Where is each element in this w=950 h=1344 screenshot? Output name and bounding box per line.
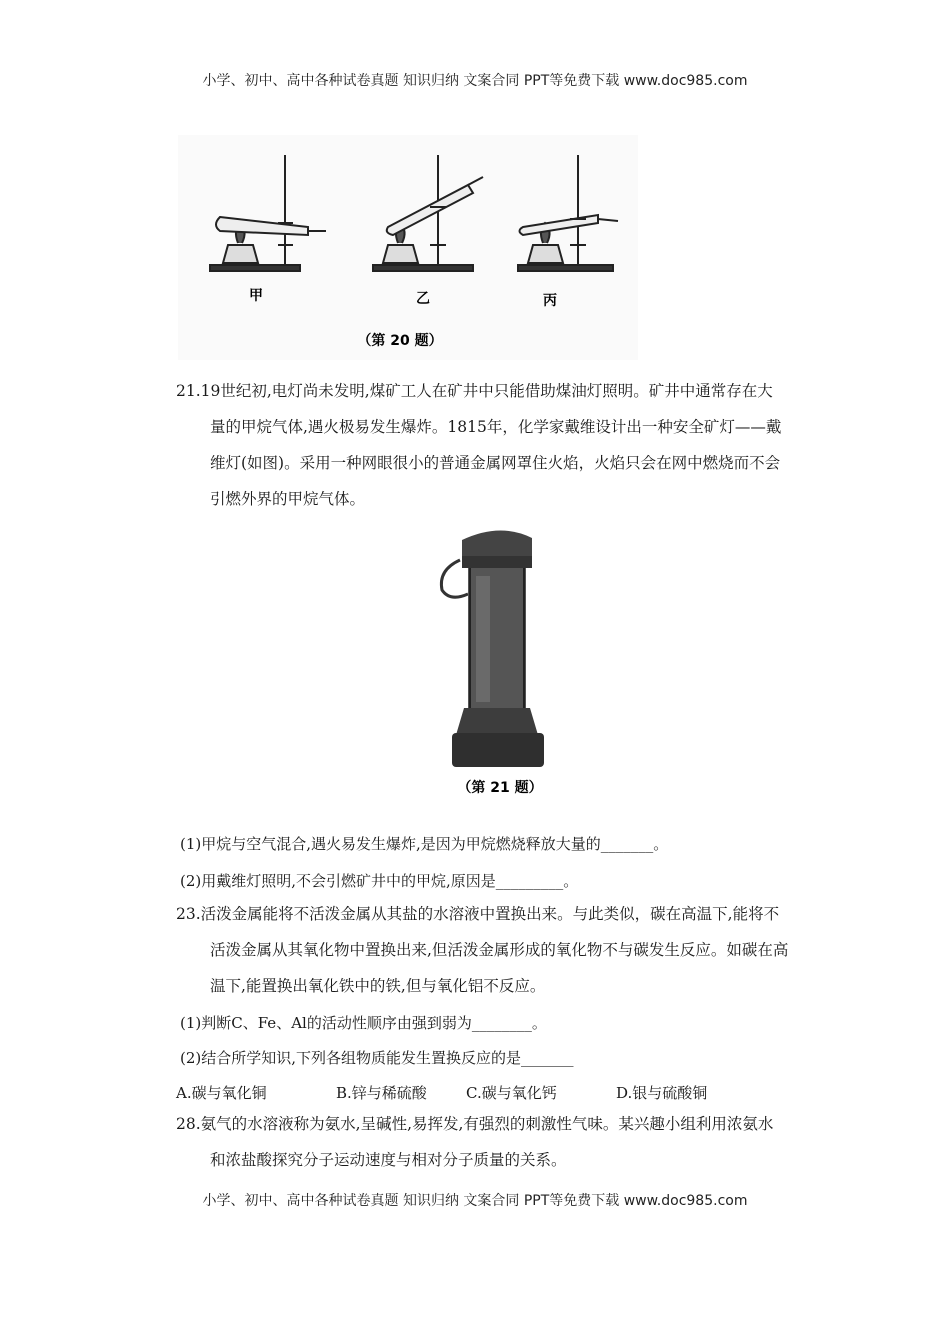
question-21: [176, 373, 816, 517]
q23-option-b: B.锌与稀硫酸: [336, 1084, 427, 1102]
q23-sub-2: (2)结合所学知识,下列各组物质能发生置换反应的是_______: [180, 1049, 574, 1067]
question-28: [176, 1106, 816, 1178]
q28-line-1: 28.氨气的水溶液称为氨水,呈碱性,易挥发,有强烈的刺激性气味。某兴趣小组利用浓氨水: [176, 1115, 774, 1133]
q21-sub-2: (2)用戴维灯照明,不会引燃矿井中的甲烷,原因是_________。: [180, 872, 579, 890]
q21-line-2: 量的甲烷气体,遇火极易发生爆炸。1815年，化学家戴维设计出一种安全矿灯——戴: [210, 418, 782, 436]
q23-line-3: 温下,能置换出氧化铁中的铁,但与氧化铝不反应。: [210, 977, 546, 995]
q21-line-1: 21.19世纪初,电灯尚未发明,煤矿工人在矿井中只能借助煤油灯照明。矿井中通常存在大: [176, 382, 773, 400]
figure20-label-jia: 甲: [249, 288, 263, 304]
q28-line-2: 和浓盐酸探究分子运动速度与相对分子质量的关系。: [210, 1151, 567, 1169]
figure-21-davy-lamp: [420, 520, 580, 805]
q21-line-4: 引燃外界的甲烷气体。: [210, 490, 366, 508]
figure-20-apparatus: [178, 135, 638, 360]
q21-line-3: 维灯(如图)。采用一种网眼很小的普通金属网罩住火焰，火焰只会在网中燃烧而不会: [210, 454, 781, 472]
q23-sub-1: (1)判断C、Fe、Al的活动性顺序由强到弱为________。: [180, 1014, 547, 1032]
q23-options: [176, 1082, 707, 1103]
page-header: 小学、初中、高中各种试卷真题 知识归纳 文案合同 PPT等免费下载 www.doc985.com: [202, 73, 748, 89]
q21-sub-1: (1)甲烷与空气混合,遇火易发生爆炸,是因为甲烷燃烧释放大量的_______。: [180, 835, 669, 853]
q23-option-a: A.碳与氧化铜: [176, 1084, 267, 1102]
figure20-label-bing: 丙: [543, 293, 557, 309]
figure21-caption: （第 21 题）: [457, 780, 543, 796]
q23-option-d: D.银与硫酸铜: [616, 1084, 708, 1102]
page-footer: 小学、初中、高中各种试卷真题 知识归纳 文案合同 PPT等免费下载 www.doc985.com: [202, 1193, 748, 1209]
q23-line-1: 23.活泼金属能将不活泼金属从其盐的水溶液中置换出来。与此类似，碳在高温下,能将不: [176, 905, 780, 923]
q23-option-c: C.碳与氧化钙: [466, 1084, 557, 1102]
question-23: [176, 896, 816, 1004]
figure20-caption: （第 20 题）: [357, 333, 443, 349]
q23-line-2: 活泼金属从其氧化物中置换出来,但活泼金属形成的氧化物不与碳发生反应。如碳在高: [210, 941, 789, 959]
figure20-label-yi: 乙: [416, 291, 430, 307]
